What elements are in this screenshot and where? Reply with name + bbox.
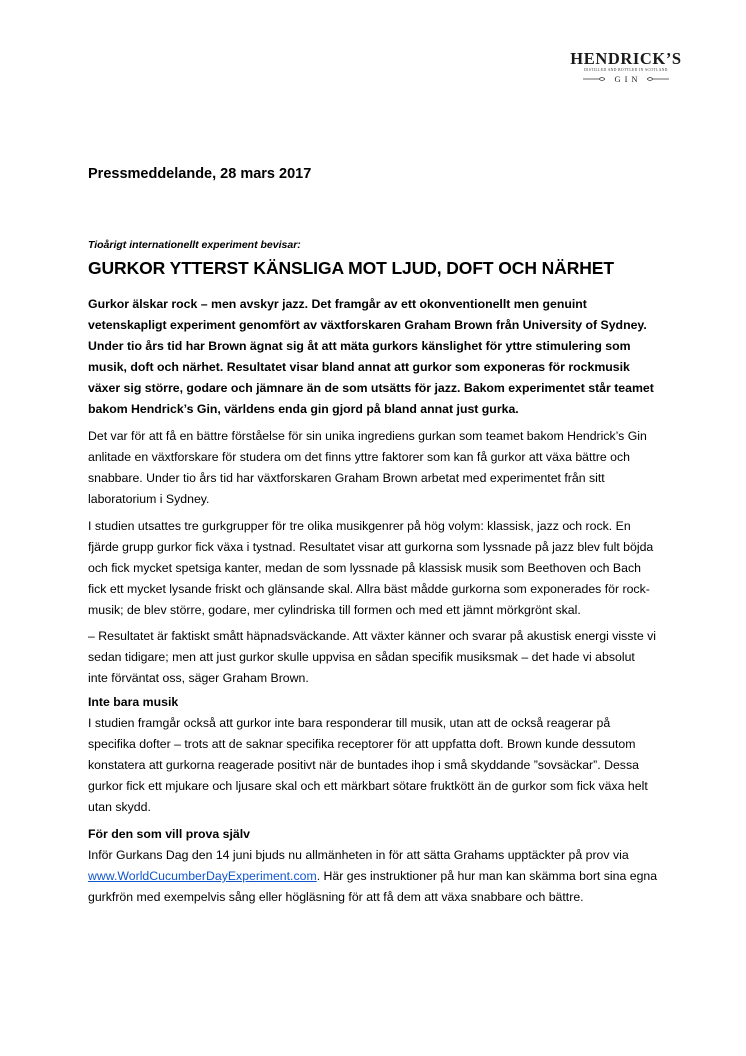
logo-tagline: DISTILLED AND BOTTLED IN SCOTLAND [584, 68, 668, 72]
ornament-right-icon [647, 76, 669, 82]
section-heading: För den som vill prova själv [88, 827, 250, 841]
press-release-date: Pressmeddelande, 28 mars 2017 [88, 166, 312, 182]
world-cucumber-day-link[interactable]: www.WorldCucumberDayExperiment.com [88, 869, 317, 883]
article-kicker: Tioårigt internationellt experiment bevisar: [88, 239, 301, 251]
article-headline: GURKOR YTTERST KÄNSLIGA MOT LJUD, DOFT OCH NÄRHET [88, 258, 614, 278]
logo-brand-name: HENDRICK’S [570, 49, 682, 68]
body-paragraph-2: I studien utsattes tre gurkgrupper för tre olika musikgenrer på hög volym: klassisk, jazz och rock. En fjärde grupp gurkor fick växa i tystnad. Resultatet visar att gurkorna som lyssnade på jazz blev fult böjda och fick mycket spetsiga kanter, medan de som lyssnade på klassisk musik som Beethoven och Bach fick ett mycket lysande friskt och glänsande skal. Allra bäst mådde gurkorna som exponerades för rock-musik; de blev större, godare, mer cylindriska till formen och med ett jämnt mörkgrönt skal. [88, 519, 654, 617]
ornament-left-icon [583, 76, 605, 82]
section-heading: Inte bara musik [88, 695, 179, 709]
hendricks-gin-logo [559, 50, 693, 84]
section-text: I studien framgår också att gurkor inte bara responderar till musik, utan att de också reagerar på specifika dofter – trots att de saknar specifika receptorer för att uppfatta doft. Brown kunde dessutom konstatera att gurkorna reagerade positivt när de buntades ihop i små skyddande ”sovsäckar”. Dessa gurkor fick ett mjukare och ljusare skal och ett märkbart sötare fruktkött än de gurkor som fick växa helt utan skydd. [88, 716, 648, 814]
section-inte-bara-musik [88, 692, 658, 818]
section-prova-sjalv [88, 824, 658, 908]
section-text-after-link: . Här ges instruktioner på hur man kan skämma bort sina egna gurkfrön med exempelvis sång eller högläsning för att få dem att växa snabbare och bättre. [88, 869, 658, 904]
logo-gin-text: GIN [614, 74, 642, 84]
quote-paragraph: – Resultatet är faktiskt smått häpnadsväckande. Att växter känner och svarar på akustisk energi visste vi sedan tidigare; men att just gurkor skulle uppvisa en sådan specifik musiksmak – det hade vi absolut inte förväntat oss, säger Graham Brown. [88, 629, 656, 685]
logo-gin-row [559, 74, 693, 84]
lead-paragraph: Gurkor älskar rock – men avskyr jazz. Det framgår av ett okonventionellt men genuint vetenskapligt experiment genomfört av växtforskaren Graham Brown från University of Sydney. Under tio års tid har Brown ägnat sig åt att mäta gurkors känslighet för yttre stimulering som musik, doft och närhet. Resultatet visar bland annat att gurkor som exponeras för rockmusik växer sig större, godare och jämnare än de som utsätts för jazz. Bakom experimentet står teamet bakom Hendrick’s Gin, världens enda gin gjord på bland annat just gurka. [88, 297, 654, 416]
body-paragraph-1: Det var för att få en bättre förståelse för sin unika ingrediens gurkan som teamet bakom Hendrick’s Gin anlitade en växtforskare för studera om det finns yttre faktorer som kan få gurkor att växa bättre och snabbare. Under tio års tid har växtforskaren Graham Brown arbetat med experimentet från sitt laboratorium i Sydney. [88, 429, 647, 506]
section-text-before-link: Inför Gurkans Dag den 14 juni bjuds nu allmänheten in för att sätta Grahams upptäckter på prov via [88, 848, 629, 862]
